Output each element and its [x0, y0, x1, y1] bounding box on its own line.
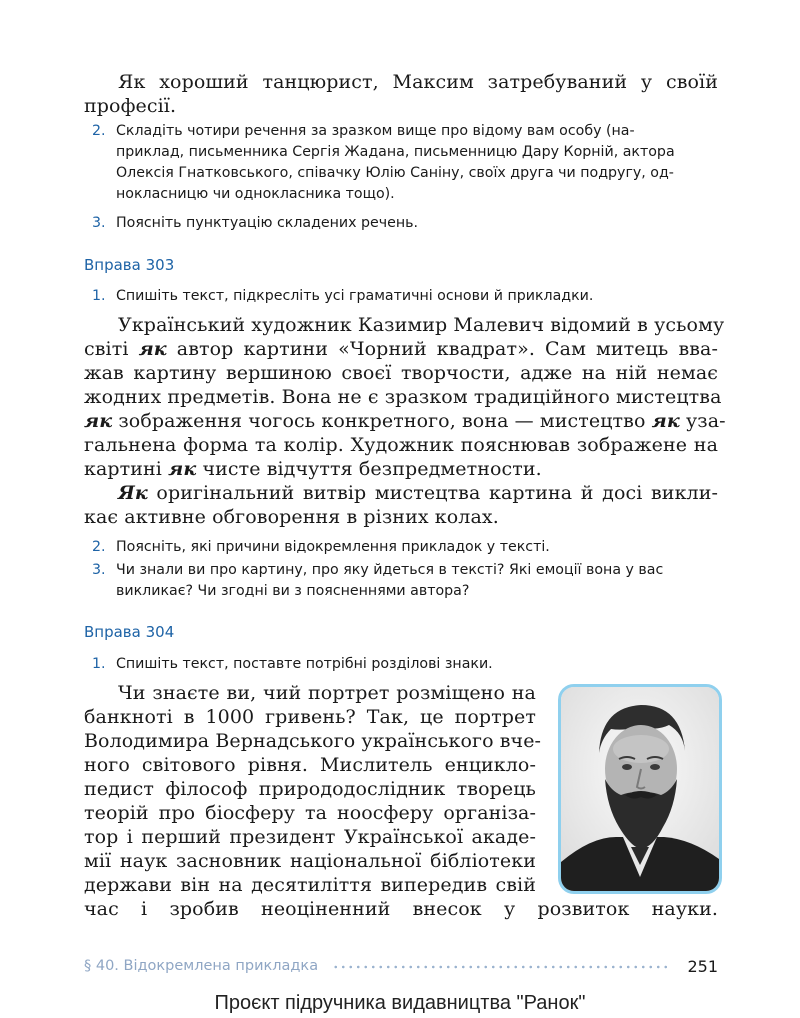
task-line: Олексія Гнатковського, співачку Юлію Саніну, своїх друга чи подругу, од- — [116, 165, 674, 181]
task-line: приклад, письменника Сергія Жадана, письменницю Дару Корній, актора — [116, 144, 675, 160]
task-item — [92, 537, 722, 558]
task-item — [92, 560, 722, 602]
portrait-illustration — [561, 687, 719, 891]
paragraph-line: професії. — [84, 95, 177, 117]
task-line: нокласницю чи однокласника тощо). — [116, 186, 395, 202]
task-line: Складіть чотири речення за зразком вище про відому вам особу (на- — [116, 123, 635, 139]
exercise-text-paragraph: Український художник Казимир Малевич відомий в усьому світі як автор картини «Чорний квадрат». Сам митець вва- жав картину вершиною своєї творчости, адже на ній немає жодних предметів. Вона не є зразком традиційного мистецтва як зображення чогось конкретного, вона — мистецтво як уза- гальнена форма та колір. Художник пояснював зображене на картині як чисте відчуття безпредметности. — [84, 314, 726, 480]
task-line: Чи знали ви про картину, про яку йдеться в тексті? Які емоції вона у вас — [116, 562, 664, 578]
task-item — [92, 286, 722, 307]
task-item — [92, 654, 722, 675]
task-number: 1. — [92, 288, 106, 304]
task-number: 2. — [92, 539, 106, 555]
task-line: Спишіть текст, підкресліть усі граматичні основи й прикладки. — [116, 288, 594, 304]
page-number: 251 — [687, 957, 718, 976]
highlighted-word: Як — [118, 482, 148, 504]
portrait-image — [558, 684, 722, 894]
paragraph-line: Як хороший танцюрист, Максим затребуваний у своїй — [118, 71, 718, 93]
project-caption: Проєкт підручника видавництва "Ранок" — [214, 992, 586, 1014]
highlighted-word: як — [84, 410, 113, 432]
task-item — [92, 121, 722, 205]
task-number: 3. — [92, 562, 106, 578]
exercise-text-paragraph: Як оригінальний витвір мистецтва картина й досі викли- кає активне обговорення в різних колах. — [84, 482, 718, 528]
highlighted-word: як — [651, 410, 680, 432]
task-line: викликає? Чи згодні ви з поясненнями автора? — [116, 583, 470, 599]
intro-paragraph — [84, 70, 718, 118]
task-line: Поясніть, які причини відокремлення прикладок у тексті. — [116, 539, 550, 555]
task-line: Спишіть текст, поставте потрібні розділові знаки. — [116, 656, 493, 672]
task-item — [92, 213, 722, 234]
footer-dot-leader — [332, 962, 672, 972]
highlighted-word: як — [168, 458, 197, 480]
section-footer-label: § 40. Відокремлена прикладка — [84, 958, 319, 974]
highlighted-word: як — [138, 338, 167, 360]
task-line: Поясніть пунктуацію складених речень. — [116, 215, 419, 231]
task-number: 2. — [92, 123, 106, 139]
task-number: 1. — [92, 656, 106, 672]
task-number: 3. — [92, 215, 106, 231]
exercise-text-paragraph-last-line: час і зробив неоціненний внесок у розвиток науки. — [84, 898, 718, 920]
exercise-title: Вправа 303 — [84, 256, 175, 274]
exercise-title: Вправа 304 — [84, 623, 175, 641]
exercise-text-paragraph: Чи знаєте ви, чий портрет розміщено на банкноті в 1000 гривень? Так, це портрет Володимира Вернадського українського вче- ного світового рівня. Мислитель енцикло- педист філософ природодослідник творець теорій про біосферу та ноосферу організа- тор і перший президент Української акаде- мії наук засновник національної бібліотеки держави він на десятиліття випередив свій — [84, 682, 542, 896]
